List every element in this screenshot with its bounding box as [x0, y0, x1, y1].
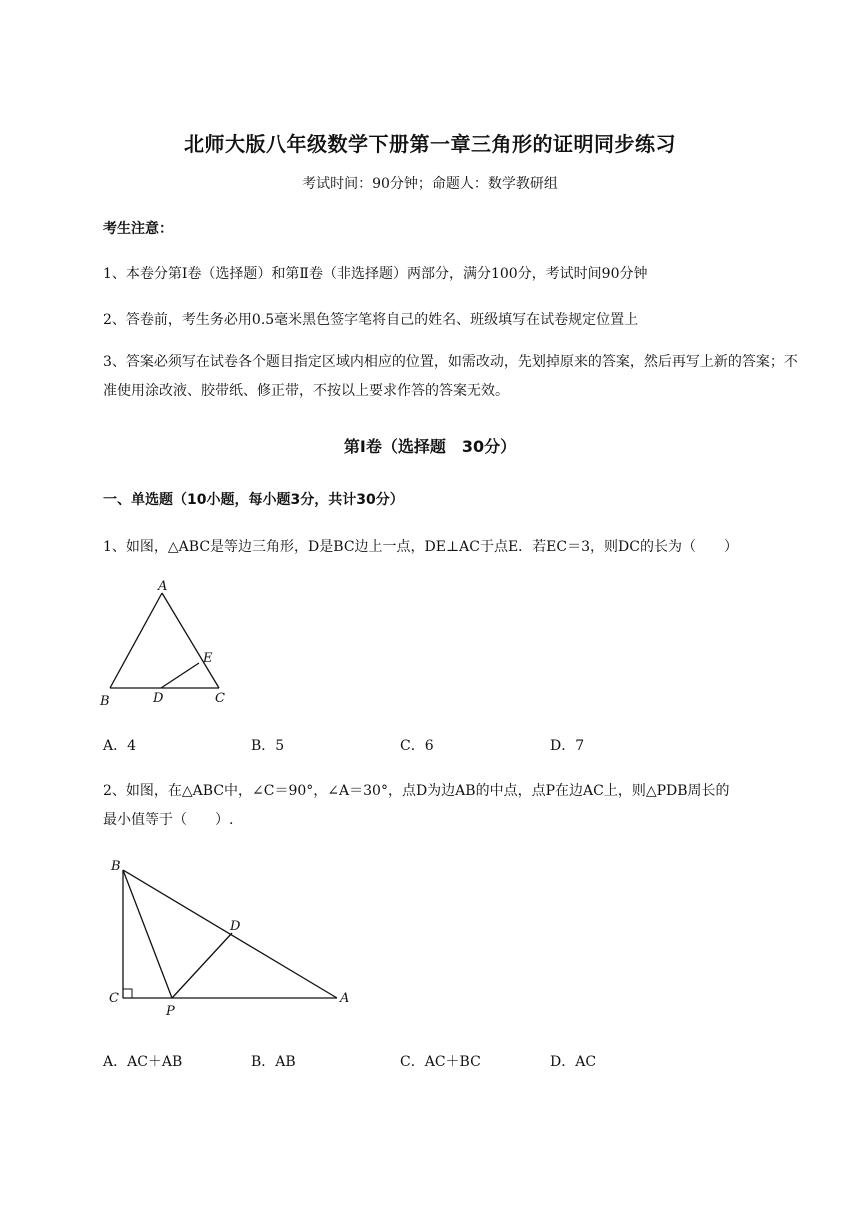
- q1-option-a: A．4: [103, 738, 137, 754]
- label-D: D: [153, 691, 164, 706]
- question-2-stem-line1: 2、如图，在△ABC中，∠C＝90°，∠A＝30°，点D为边AB的中点，点P在边AC上，则△PDB周长的: [103, 783, 730, 799]
- question-2-stem-line2: 最小值等于（ ）.: [103, 812, 234, 828]
- label-C: C: [109, 991, 119, 1006]
- q2-option-b: B．AB: [251, 1054, 296, 1070]
- part-heading: 一、单选题（10小题，每小题3分，共计30分）: [103, 492, 404, 508]
- q2-option-c: C．AC＋BC: [400, 1054, 481, 1070]
- label-C: C: [215, 691, 225, 706]
- notice-heading: 考生注意：: [103, 221, 173, 237]
- notice-item-1: 1、本卷分第Ⅰ卷（选择题）和第Ⅱ卷（非选择题）两部分，满分100分，考试时间90分钟: [103, 266, 648, 282]
- q2-option-d: D．AC: [550, 1054, 597, 1070]
- label-D: D: [230, 919, 241, 934]
- notice-item-3: 3、答案必须写在试卷各个题目指定区域内相应的位置，如需改动，先划掉原来的答案，然后再写上新的答案；不准使用涂改液、胶带纸、修正带，不按以上要求作答的答案无效。: [103, 354, 798, 399]
- label-P: P: [166, 1004, 175, 1019]
- question-2-figure: [100, 850, 370, 1025]
- q1-option-b: B．5: [251, 738, 285, 754]
- question-1-stem: 1、如图，△ABC是等边三角形，D是BC边上一点，DE⊥AC于点E．若EC＝3，则DC的长为（ ）: [103, 539, 738, 555]
- section-title: 第Ⅰ卷（选择题 30分）: [343, 437, 517, 456]
- question-1-figure: [95, 578, 245, 713]
- notice-item-2: 2、答卷前，考生务必用0.5毫米黑色签字笔将自己的姓名、班级填写在试卷规定位置上: [103, 312, 639, 328]
- label-B: B: [100, 694, 110, 709]
- q1-option-c: C．6: [400, 738, 434, 754]
- page-title: 北师大版八年级数学下册第一章三角形的证明同步练习: [184, 132, 676, 156]
- q1-option-d: D．7: [550, 738, 585, 754]
- q2-option-a: A．AC＋AB: [103, 1054, 183, 1070]
- label-A: A: [340, 991, 350, 1006]
- label-A: A: [158, 579, 168, 594]
- label-E: E: [203, 651, 213, 666]
- exam-info: 考试时间：90分钟；命题人：数学教研组: [302, 176, 558, 192]
- label-B: B: [111, 859, 121, 874]
